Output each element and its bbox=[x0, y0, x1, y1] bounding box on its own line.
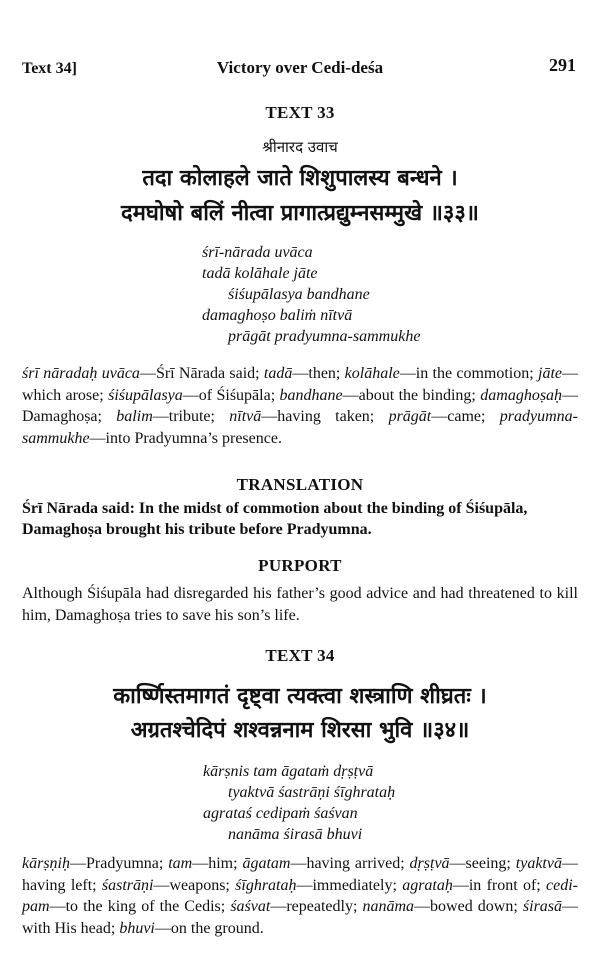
synonym-term: nanāma bbox=[362, 898, 415, 915]
synonym-term: kārṣṇiḥ bbox=[22, 855, 70, 872]
synonym-meaning: Pradyumna bbox=[86, 855, 159, 872]
text34-verse-line-1: कार्ष्णिस्तमागतं दृष्ट्वा त्यक्त्वा शस्त्राणि शीघ्रतः । bbox=[113, 684, 487, 709]
synonym-meaning: Śrī Nārada said bbox=[155, 365, 256, 382]
purport-text: Although Śiśupāla had disregarded his father’s good advice and had threatened to kill him, Damaghoṣa tries to save his son’s life. bbox=[22, 585, 578, 624]
text34-verse-line-2: अग्रतश्चेदिपं शश्वन्ननाम शिरसा भुवि ॥३४॥ bbox=[130, 718, 470, 743]
synonym-term: tyaktvā bbox=[515, 855, 562, 872]
translit-line: agrataś cedipaṁ śaśvan bbox=[203, 805, 358, 822]
synonym-term: śirasā bbox=[522, 898, 563, 915]
translit-line: tyaktvā śastrāṇi śīghrataḥ bbox=[228, 784, 396, 801]
running-header-title: Victory over Cedi-deśa bbox=[216, 58, 384, 77]
text33-verse-line-2: दमघोषो बलिं नीत्वा प्रागात्प्रद्युम्नसम्मुखे ॥३३॥ bbox=[121, 201, 479, 226]
synonym-meaning: into Pradyumna’s presence. bbox=[105, 429, 282, 447]
page-number: 291 bbox=[549, 55, 576, 75]
synonym-meaning: of Śiśupāla bbox=[198, 386, 271, 404]
synonym-term: śastrāṇi bbox=[101, 876, 154, 894]
synonym-term: bhuvi bbox=[119, 919, 155, 937]
synonym-meaning: seeing bbox=[465, 855, 507, 872]
synonym-meaning: about the binding bbox=[358, 386, 472, 404]
text33-heading: TEXT 33 bbox=[265, 103, 335, 122]
synonym-term: dṛṣṭvā bbox=[409, 855, 450, 872]
synonym-meaning: having left bbox=[22, 876, 93, 894]
synonym-meaning: Damaghoṣa bbox=[22, 408, 98, 425]
synonym-meaning: came bbox=[447, 408, 481, 425]
translit-line: tadā kolāhale jāte bbox=[202, 265, 318, 282]
synonym-meaning: tribute bbox=[168, 408, 211, 425]
synonym-meaning: weapons bbox=[169, 876, 226, 894]
synonym-meaning: on the ground. bbox=[170, 919, 264, 937]
synonym-meaning: which arose bbox=[22, 386, 100, 404]
synonym-term: jāte bbox=[538, 365, 562, 382]
synonym-term: nītvā bbox=[229, 408, 262, 425]
synonym-term: cedi-pam bbox=[22, 876, 578, 915]
translit-line: śiśupālasya bandhane bbox=[228, 286, 370, 303]
text33-transliteration bbox=[0, 242, 600, 347]
translation-text: Śrī Nārada said: In the midst of commotion about the binding of Śiśupāla, Damaghoṣa brought his tribute before Pradyumna. bbox=[22, 500, 528, 538]
synonym-term: śīghrataḥ bbox=[235, 876, 297, 894]
translit-line: prāgāt pradyumna-sammukhe bbox=[228, 328, 421, 345]
translit-line: nanāma śirasā bhuvi bbox=[228, 826, 363, 843]
synonym-meaning: having taken bbox=[277, 408, 370, 425]
text34-heading: TEXT 34 bbox=[265, 646, 335, 665]
translit-line: kārṣnis tam āgataṁ dṛṣṭvā bbox=[203, 763, 374, 780]
synonym-term: śiśupālasya bbox=[108, 386, 183, 404]
synonym-meaning: repeatedly bbox=[286, 898, 353, 915]
translit-line: damaghoṣo baliṁ nītvā bbox=[202, 307, 353, 324]
synonym-meaning: having arrived bbox=[306, 855, 401, 872]
synonym-meaning: to the king of the Cedis bbox=[65, 898, 221, 915]
synonym-term: śaśvat bbox=[230, 898, 271, 915]
synonym-meaning: in front of bbox=[468, 876, 537, 894]
synonym-meaning: then bbox=[308, 365, 336, 382]
synonym-meaning: immediately bbox=[312, 876, 393, 894]
synonym-meaning: in the commotion bbox=[415, 365, 530, 382]
synonym-term: balim bbox=[116, 408, 153, 425]
synonym-term: kolāhale bbox=[344, 365, 400, 382]
text33-verse-line-1: तदा कोलाहले जाते शिशुपालस्य बन्धने । bbox=[142, 166, 458, 191]
purport-heading: PURPORT bbox=[258, 556, 342, 575]
running-header-left: Text 34] bbox=[22, 60, 77, 77]
synonym-term: tam bbox=[168, 855, 193, 872]
text33-synonyms: śrī nāradaḥ uvāca—Śrī Nārada said; tadā—then; kolāhale—in the commotion; jāte—which arose; śiśupālasya—of Śiśupāla; bandhane—about the binding; damaghoṣaḥ—Damaghoṣa; balim—tribute; nītvā—having taken; prāgāt—came; pradyumna-sammukhe—into Pradyumna’s presence. bbox=[22, 365, 579, 447]
synonym-term: agrataḥ bbox=[402, 876, 453, 894]
synonym-term: bandhane bbox=[279, 386, 343, 404]
synonym-term: āgatam bbox=[242, 855, 291, 872]
text33-speaker: श्रीनारद उवाच bbox=[262, 138, 338, 156]
synonym-term: damaghoṣaḥ bbox=[480, 386, 563, 404]
translation-heading: TRANSLATION bbox=[236, 475, 364, 494]
translit-line: śrī-nārada uvāca bbox=[202, 244, 313, 261]
synonym-term: pradyumna-sammukhe bbox=[22, 408, 578, 447]
synonym-meaning: him bbox=[208, 855, 234, 872]
synonym-term: prāgāt bbox=[388, 408, 432, 425]
synonym-term: tadā bbox=[263, 365, 293, 382]
text34-synonyms: kārṣṇiḥ—Pradyumna; tam—him; āgatam—having arrived; dṛṣṭvā—seeing; tyaktvā—having left; śastrāṇi—weapons; śīghrataḥ—immediately; agrataḥ—in front of; cedi-pam—to the king of the Cedis; śaśvat—repeatedly; nanāma—bowed down; śirasā—with His head; bhuvi—on the ground. bbox=[22, 855, 579, 937]
synonym-term: śrī nāradaḥ uvāca bbox=[22, 365, 140, 382]
text34-transliteration bbox=[0, 761, 600, 845]
synonym-meaning: bowed down bbox=[430, 898, 514, 915]
synonym-meaning: with His head bbox=[22, 919, 111, 937]
